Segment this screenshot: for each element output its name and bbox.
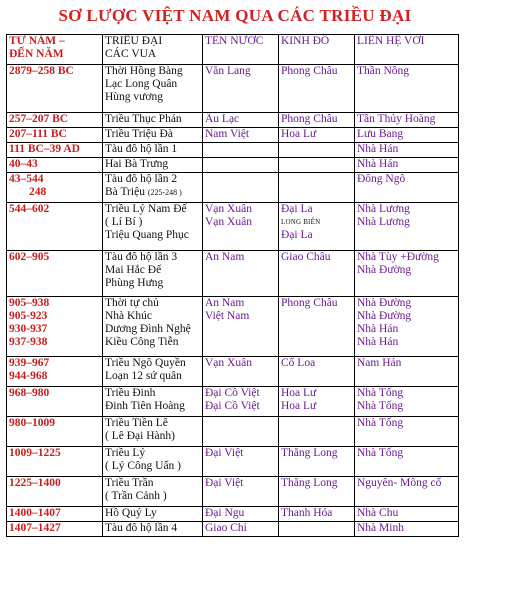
period-cell <box>7 173 103 203</box>
relations-line: Nhà Tống <box>357 400 404 412</box>
dynasty-line: Tàu đô hộ lần 4 <box>105 522 178 534</box>
period-cell <box>7 65 103 113</box>
country-cell <box>203 447 279 477</box>
dynasty-line: Bà Triệu <box>105 186 145 198</box>
capital-cell <box>279 447 355 477</box>
capital-cell <box>279 522 355 537</box>
period-line: 40–43 <box>9 158 38 170</box>
dynasty-line: Triều Lý <box>105 447 146 459</box>
relations-line: Nhà Lương <box>357 216 410 228</box>
country-line: Âu Lạc <box>205 113 240 125</box>
relations-line: Nhà Tống <box>357 417 404 429</box>
period-cell <box>7 251 103 297</box>
dynasty-line: Thời tự chủ <box>105 297 159 309</box>
period-line: 937-938 <box>9 336 48 348</box>
dynasty-note: (225-248 ) <box>147 188 182 197</box>
dynasty-line: ( Lê Đại Hành) <box>105 430 175 442</box>
country-line: Vạn Xuân <box>205 216 252 228</box>
dynasty-line: Triều Trần <box>105 477 154 489</box>
period-cell <box>7 447 103 477</box>
relations-line: Nhà Hán <box>357 158 399 170</box>
relations-line: Lưu Bang <box>357 128 404 140</box>
relations-cell <box>355 251 459 297</box>
header-relations <box>355 35 459 65</box>
period-line: 1400–1407 <box>9 507 61 519</box>
country-line: Nam Việt <box>205 128 250 140</box>
capital-cell <box>279 143 355 158</box>
dynasty-line: Triều Tiền Lê <box>105 417 168 429</box>
period-line: 980–1009 <box>9 417 55 429</box>
header-period <box>7 35 103 65</box>
header-dynasty <box>103 35 203 65</box>
header-capital <box>279 35 355 65</box>
relations-line: Nhà Tùy +Đường <box>357 251 439 263</box>
table-row <box>7 203 459 251</box>
period-line: 43–544 <box>9 173 44 185</box>
capital-line: Đại La <box>281 203 313 215</box>
dynasty-line: ( Trần Cảnh ) <box>105 490 167 502</box>
country-cell <box>203 128 279 143</box>
relations-cell <box>355 477 459 507</box>
dynasty-table <box>6 34 459 537</box>
table-row <box>7 522 459 537</box>
table-row <box>7 251 459 297</box>
country-line: An Nam <box>205 251 245 263</box>
country-cell <box>203 507 279 522</box>
relations-cell <box>355 173 459 203</box>
dynasty-cell <box>103 203 203 251</box>
period-cell <box>7 357 103 387</box>
capital-line: Giao Châu <box>281 251 331 263</box>
relations-line: Nhà Hán <box>357 336 399 348</box>
relations-cell <box>355 357 459 387</box>
relations-cell <box>355 447 459 477</box>
country-line: An Nam <box>205 297 245 309</box>
period-line: 602–905 <box>9 251 50 263</box>
country-line: Đại Cồ Việt <box>205 400 260 412</box>
dynasty-cell <box>103 113 203 128</box>
relations-cell <box>355 113 459 128</box>
dynasty-cell <box>103 477 203 507</box>
country-cell <box>203 65 279 113</box>
dynasty-cell <box>103 297 203 357</box>
relations-line: Nhà Đường <box>357 310 412 322</box>
capital-cell <box>279 158 355 173</box>
capital-line: Hoa Lư <box>281 400 317 412</box>
dynasty-line: Triều Đinh <box>105 387 156 399</box>
relations-cell <box>355 65 459 113</box>
dynasty-line: Hai Bà Trưng <box>105 158 169 170</box>
relations-cell <box>355 128 459 143</box>
country-cell <box>203 522 279 537</box>
table-row <box>7 357 459 387</box>
capital-line: Phong Châu <box>281 65 338 77</box>
table-row <box>7 173 459 203</box>
country-line: Việt Nam <box>205 310 250 322</box>
dynasty-line: Triều Triệu Đà <box>105 128 173 140</box>
period-cell <box>7 128 103 143</box>
period-line: 905-923 <box>9 310 48 322</box>
table-row <box>7 417 459 447</box>
capital-line: Thanh Hóa <box>281 507 333 519</box>
dynasty-line: Triều Lý Nam Đế <box>105 203 187 215</box>
relations-line: Đông Ngô <box>357 173 406 185</box>
dynasty-line: Triệu Quang Phục <box>105 229 189 241</box>
table-row <box>7 447 459 477</box>
capital-line: Phong Châu <box>281 297 338 309</box>
country-cell <box>203 203 279 251</box>
capital-cell <box>279 65 355 113</box>
period-cell <box>7 113 103 128</box>
country-line: Đại Cồ Việt <box>205 387 260 399</box>
dynasty-cell <box>103 251 203 297</box>
dynasty-cell <box>103 173 203 203</box>
period-line: 248 <box>29 186 47 198</box>
country-cell <box>203 143 279 158</box>
table-row <box>7 297 459 357</box>
capital-cell <box>279 477 355 507</box>
header-relations-text: LIÊN HỆ VỚI <box>357 35 425 47</box>
dynasty-line: Đinh Tiên Hoàng <box>105 400 185 412</box>
country-line: Đại Việt <box>205 447 244 459</box>
relations-cell <box>355 522 459 537</box>
dynasty-cell <box>103 447 203 477</box>
capital-cell <box>279 173 355 203</box>
header-country <box>203 35 279 65</box>
dynasty-line: Loạn 12 sứ quân <box>105 370 182 382</box>
period-cell <box>7 387 103 417</box>
country-cell <box>203 297 279 357</box>
relations-cell <box>355 387 459 417</box>
dynasty-line: Hùng vương <box>105 91 163 103</box>
period-cell <box>7 143 103 158</box>
capital-line: LONG BIÊN <box>281 218 321 226</box>
relations-line: Nhà Hán <box>357 143 399 155</box>
capital-line: Hoa Lư <box>281 128 317 140</box>
period-line: 111 BC–39 AD <box>9 143 80 155</box>
capital-line: Hoa Lư <box>281 387 317 399</box>
dynasty-cell <box>103 357 203 387</box>
table-body <box>7 65 459 537</box>
table-row <box>7 143 459 158</box>
page-title: SƠ LƯỢC VIỆT NAM QUA CÁC TRIỀU ĐẠI <box>58 6 412 25</box>
period-cell <box>7 203 103 251</box>
relations-line: Nguyên- Mông cổ <box>357 477 442 489</box>
period-line: 1225–1400 <box>9 477 61 489</box>
period-line: 207–111 BC <box>9 128 67 140</box>
dynasty-line: ( Lý Công Uẩn ) <box>105 460 182 472</box>
dynasty-cell <box>103 143 203 158</box>
dynasty-line: Tàu đô hộ lần 3 <box>105 251 178 263</box>
relations-line: Thần Nông <box>357 65 410 77</box>
relations-line: Nhà Lương <box>357 203 410 215</box>
period-line: 257–207 BC <box>9 113 69 125</box>
country-cell <box>203 173 279 203</box>
table-header-row <box>7 35 459 65</box>
country-line: Văn Lang <box>205 65 251 77</box>
dynasty-cell <box>103 65 203 113</box>
header-period-line-2: ĐẾN NĂM <box>9 48 64 60</box>
table-row <box>7 128 459 143</box>
period-cell <box>7 522 103 537</box>
dynasty-line: Triều Thục Phán <box>105 113 182 125</box>
country-line: Vạn Xuân <box>205 357 252 369</box>
relations-line: Nhà Đường <box>357 297 412 309</box>
capital-line: Phong Châu <box>281 113 338 125</box>
country-cell <box>203 417 279 447</box>
capital-cell <box>279 251 355 297</box>
relations-cell <box>355 143 459 158</box>
country-cell <box>203 251 279 297</box>
dynasty-line: Nhà Khúc <box>105 310 152 322</box>
dynasty-line: Dương Đình Nghệ <box>105 323 191 335</box>
dynasty-cell <box>103 507 203 522</box>
country-cell <box>203 477 279 507</box>
capital-cell <box>279 417 355 447</box>
country-cell <box>203 357 279 387</box>
relations-line: Nhà Minh <box>357 522 404 534</box>
relations-line: Nhà Chu <box>357 507 399 519</box>
period-line: 544–602 <box>9 203 50 215</box>
period-line: 1009–1225 <box>9 447 61 459</box>
dynasty-cell <box>103 387 203 417</box>
dynasty-cell <box>103 158 203 173</box>
header-period-line-1: TỪ NĂM – <box>9 35 65 47</box>
table-row <box>7 477 459 507</box>
country-line: Đại Việt <box>205 477 244 489</box>
dynasty-line: Kiều Công Tiễn <box>105 336 179 348</box>
capital-cell <box>279 128 355 143</box>
country-line: Giao Chỉ <box>205 522 247 534</box>
period-line: 939–967 <box>9 357 50 369</box>
period-cell <box>7 507 103 522</box>
dynasty-line: Thời Hồng Bàng <box>105 65 183 77</box>
capital-cell <box>279 203 355 251</box>
period-cell <box>7 477 103 507</box>
period-cell <box>7 158 103 173</box>
dynasty-cell <box>103 522 203 537</box>
dynasty-line: ( Lí Bí ) <box>105 216 143 228</box>
relations-line: Nhà Hán <box>357 323 399 335</box>
relations-line: Nhà Tống <box>357 387 404 399</box>
dynasty-line: Tàu đô hộ lần 2 <box>105 173 178 185</box>
table-row <box>7 65 459 113</box>
capital-cell <box>279 507 355 522</box>
capital-line: Đại La <box>281 229 313 241</box>
header-dynasty-line-2: CÁC VUA <box>105 48 157 60</box>
capital-cell <box>279 387 355 417</box>
table-row <box>7 158 459 173</box>
dynasty-cell <box>103 128 203 143</box>
relations-line: Nam Hán <box>357 357 402 369</box>
capital-cell <box>279 297 355 357</box>
country-cell <box>203 387 279 417</box>
period-line: 968–980 <box>9 387 50 399</box>
dynasty-line: Triều Ngô Quyền <box>105 357 186 369</box>
header-country-text: TÊN NƯỚC <box>205 35 264 47</box>
dynasty-line: Mai Hắc Đế <box>105 264 162 276</box>
dynasty-line: Lạc Long Quân <box>105 78 178 90</box>
table-row <box>7 507 459 522</box>
relations-cell <box>355 507 459 522</box>
relations-cell <box>355 203 459 251</box>
dynasty-line: Tàu đô hộ lần 1 <box>105 143 178 155</box>
header-capital-text: KINH ĐÔ <box>281 35 330 47</box>
capital-line: Thăng Long <box>281 447 338 459</box>
period-line: 2879–258 BC <box>9 65 74 77</box>
table-row <box>7 387 459 417</box>
relations-line: Tần Thủy Hoàng <box>357 113 436 125</box>
dynasty-line-wrap <box>105 186 200 199</box>
country-cell <box>203 113 279 128</box>
capital-line: Cổ Loa <box>281 357 316 369</box>
relations-cell <box>355 297 459 357</box>
period-cell <box>7 417 103 447</box>
period-line: 1407–1427 <box>9 522 61 534</box>
relations-cell <box>355 417 459 447</box>
relations-cell <box>355 158 459 173</box>
table-row <box>7 113 459 128</box>
period-line: 930-937 <box>9 323 48 335</box>
relations-line: Nhà Đường <box>357 264 412 276</box>
capital-cell <box>279 113 355 128</box>
dynasty-line: Hồ Quý Ly <box>105 507 157 519</box>
country-cell <box>203 158 279 173</box>
period-line: 905–938 <box>9 297 50 309</box>
country-line: Đại Ngu <box>205 507 245 519</box>
dynasty-line: Phùng Hưng <box>105 277 164 289</box>
capital-line: Thăng Long <box>281 477 338 489</box>
relations-line: Nhà Tống <box>357 447 404 459</box>
header-dynasty-line-1: TRIỀU ĐẠI <box>105 35 163 47</box>
capital-cell <box>279 357 355 387</box>
period-line: 944-968 <box>9 370 48 382</box>
dynasty-cell <box>103 417 203 447</box>
country-line: Vạn Xuân <box>205 203 252 215</box>
period-cell <box>7 297 103 357</box>
